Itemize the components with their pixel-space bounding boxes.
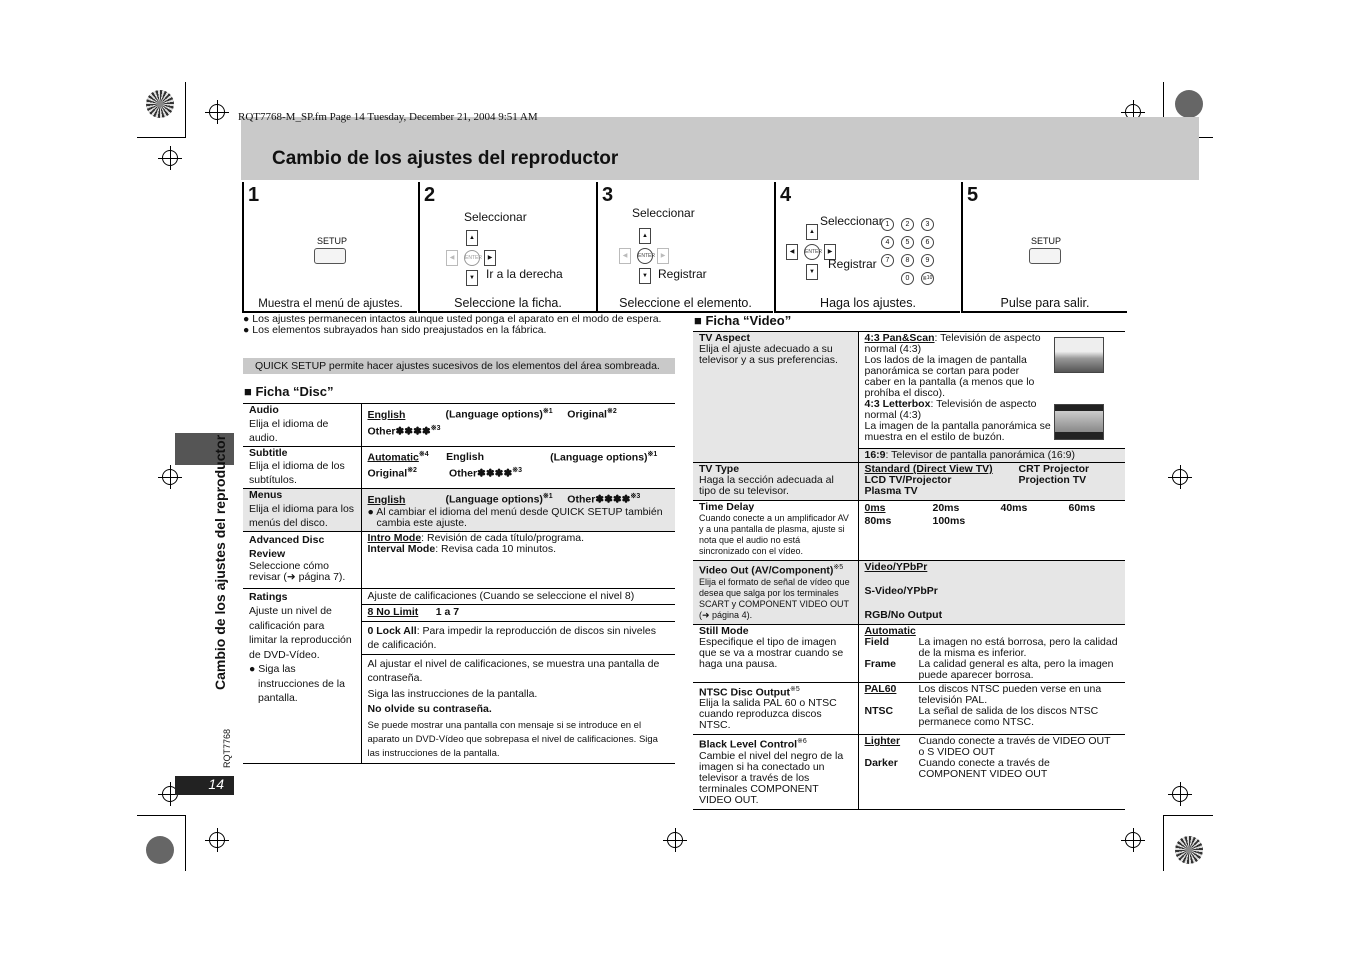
setting-note: ● Siga las instrucciones de la pantalla.: [249, 663, 345, 704]
table-row: [693, 624, 1125, 682]
enter-button-icon: ENTER: [804, 244, 820, 260]
page-number: 14: [175, 776, 234, 795]
arrow-right-icon: ▶: [824, 244, 836, 260]
file-info-line: RQT7768-M_SP.fm Page 14 Tuesday, December 21, 2004 9:51 AM: [238, 111, 538, 123]
number-key-icon: 4: [881, 236, 894, 249]
table-row: [243, 446, 675, 489]
step-5: [961, 182, 1127, 313]
option-desc: : Revisión de cada título/programa.: [421, 531, 585, 544]
rating-line: Se puede mostrar una pantalla con mensaje si se introduce en el aparato un DVD-Vídeo que sobrepasa el nivel de calificaciones. Siga las instrucciones de la pantalla.: [367, 719, 658, 759]
crop-mark: [185, 815, 186, 871]
note-item: ● Los ajustes permanecen intactos aunque usted ponga el aparato en el modo de espera.: [243, 313, 662, 325]
setting-name: TV Aspect: [699, 332, 750, 344]
option: Intro Mode: [367, 531, 422, 544]
setting-name: Video Out (AV/Component)$^{※5}$: [699, 564, 844, 577]
option-desc: : Televisión de aspecto normal (4:3): [864, 398, 1037, 421]
setting-desc: Cuando conecte a un amplificador AV y a una pantalla de plasma, ajuste si nota que el audio no está sincronizado con el vídeo.: [699, 513, 849, 556]
option: Frame: [864, 657, 897, 670]
setting-desc: Ajuste un nivel de calificación para limitar la reproducción de DVD-Vídeo.: [249, 605, 352, 661]
option: English: [367, 408, 406, 421]
setting-desc: Elija el ajuste adecuado a su televisor y a sus preferencias.: [699, 343, 838, 366]
setting-name: Audio: [249, 404, 279, 416]
setting-name: Ratings: [249, 590, 288, 603]
table-row: [243, 404, 675, 447]
registration-mark: [1121, 828, 1145, 852]
setting-name: Black Level Control$^{※6}$: [699, 738, 807, 751]
crop-mark: [1163, 815, 1213, 816]
option: 4:3 Letterbox: [864, 398, 931, 410]
setting-name: TV Type: [699, 463, 740, 475]
color-bar-target: [146, 836, 174, 864]
number-key-icon: 6: [921, 236, 934, 249]
footnote-mark: ※1: [542, 493, 553, 500]
option-desc: Cuando conecte a través de VIDEO OUT o S VIDEO OUT: [918, 735, 1111, 758]
number-key-icon: 2: [901, 218, 914, 231]
setting-note: ● Al cambiar el idioma del menú desde QUICK SETUP también cambia este ajuste.: [367, 505, 663, 529]
table-row: [693, 561, 1125, 625]
number-key-icon: 5: [901, 236, 914, 249]
option: 40ms: [1000, 502, 1028, 514]
setting-name: Menus: [249, 489, 283, 501]
option: Projection TV: [1018, 474, 1087, 486]
number-key-icon: 0: [901, 272, 914, 285]
option: 20ms: [932, 502, 960, 514]
arrow-up-icon: ▲: [806, 224, 818, 240]
option: 4:3 Pan&Scan: [864, 332, 935, 344]
option: (Language options): [445, 493, 543, 506]
step-caption: Seleccione la ficha.: [454, 296, 562, 310]
option: 0 Lock All: [367, 624, 417, 637]
step-number: 4: [780, 184, 792, 206]
pan-scan-illustration: [1054, 337, 1104, 373]
number-key-icon: 1: [881, 218, 894, 231]
option: 16:9: [864, 449, 886, 461]
option: Automatic: [367, 451, 419, 463]
disc-settings-table: [243, 403, 675, 764]
step-1: [242, 182, 417, 313]
registration-mark: [1168, 782, 1192, 806]
select-label: Seleccionar: [820, 214, 883, 228]
footnote-mark: ※3: [430, 424, 441, 432]
right-label: Ir a la derecha: [486, 267, 563, 281]
number-key-icon: 8: [901, 254, 914, 267]
step-2: [418, 182, 596, 313]
video-settings-table: [693, 331, 1125, 810]
option-desc: Cuando conecte a través de COMPONENT VIDEO OUT: [918, 757, 1050, 780]
number-key-icon: 3: [921, 218, 934, 231]
arrow-right-icon: ▶: [484, 250, 496, 266]
setting-desc: Elija el idioma para los menús del disco.: [249, 502, 355, 529]
table-row: [693, 501, 1125, 561]
crop-mark: [137, 815, 185, 816]
register-label: Registrar: [658, 267, 707, 281]
rating-line: Al ajustar el nivel de calificaciones, se muestra una pantalla de contraseña.: [362, 654, 676, 687]
option-desc: : Televisión de aspecto normal (4:3): [864, 332, 1041, 355]
setting-desc: Seleccione cómo revisar (➜ página 7).: [249, 559, 346, 583]
registration-mark: [158, 465, 182, 489]
setup-button-icon: [1029, 248, 1061, 264]
arrow-left-icon: ◀: [619, 248, 631, 264]
table-row: [693, 463, 1125, 501]
step-caption: Seleccione el elemento.: [619, 296, 752, 310]
number-key-icon: ≧10: [921, 272, 934, 285]
option: CRT Projector: [1018, 463, 1090, 475]
step-number: 5: [967, 184, 979, 206]
option: 1 a 7: [435, 606, 460, 618]
letterbox-illustration: [1054, 404, 1104, 440]
option: Other✽✽✽✽: [449, 467, 513, 480]
option-desc: Los discos NTSC pueden verse en una televisión PAL.: [918, 682, 1102, 706]
table-row: [243, 531, 675, 588]
number-key-icon: 7: [881, 254, 894, 267]
option: 100ms: [932, 515, 966, 527]
setting-desc: Especifique el tipo de imagen que se va a mostrar cuando se haga una pausa.: [699, 635, 844, 670]
quick-setup-note: QUICK SETUP permite hacer ajustes sucesivos de los elementos del área sombreada.: [243, 358, 675, 374]
setting-name: Advanced Disc Review: [249, 533, 325, 560]
enter-button-icon: ENTER: [464, 250, 480, 266]
footnote-mark: ※1: [647, 450, 658, 458]
crop-mark: [137, 137, 185, 138]
setup-label: SETUP: [317, 236, 348, 246]
arrow-left-icon: ◀: [786, 244, 798, 260]
arrow-down-icon: ▼: [639, 268, 651, 284]
step-caption: Muestra el menú de ajustes.: [258, 298, 403, 310]
setup-label: SETUP: [1031, 236, 1062, 246]
option: Plasma TV: [864, 485, 918, 497]
notes-list: [243, 314, 673, 336]
setting-name: Subtitle: [249, 446, 288, 459]
setting-desc: Elija el formato de señal de vídeo que desea que salga por los terminales SCART y COMPONENT VIDEO OUT (➜ página 4).: [699, 576, 850, 620]
arrow-up-icon: ▲: [466, 230, 478, 246]
setting-desc: Elija el idioma de audio.: [249, 417, 329, 444]
side-section-title: Cambio de los ajustes del reproductor: [212, 434, 228, 690]
step-4: [774, 182, 960, 313]
arrow-left-icon: ◀: [446, 250, 458, 266]
step-caption: Pulse para salir.: [1000, 296, 1090, 310]
option: Other✽✽✽✽: [367, 425, 431, 437]
select-label: Seleccionar: [632, 206, 695, 220]
footnote-mark: ※2: [606, 408, 617, 415]
arrow-down-icon: ▼: [806, 264, 818, 280]
crop-mark: [1163, 815, 1164, 871]
option: 60ms: [1068, 502, 1096, 514]
footnote-mark: ※1: [542, 408, 553, 415]
setting-desc: Cambie el nivel del negro de la imagen si ha conectado un televisor a través de los terminales COMPONENT VIDEO OUT.: [699, 749, 844, 806]
option: S-Video/YPbPr: [864, 585, 938, 597]
enter-button-icon: ENTER: [637, 248, 653, 264]
option-desc: : Para impedir la reproducción de discos sin niveles de calificación.: [367, 624, 657, 651]
option: Original: [367, 467, 408, 480]
table-row: [693, 682, 1125, 735]
option: Interval Mode: [367, 543, 436, 555]
step-caption: Haga los ajustes.: [820, 296, 916, 310]
rating-line: Ajuste de calificaciones (Cuando se seleccione el nivel 8): [367, 589, 635, 602]
option-desc: La imagen de la pantalla panorámica se muestra en el estilo de buzón.: [864, 420, 1051, 443]
registration-mark: [1168, 465, 1192, 489]
option: Darker: [864, 757, 898, 769]
option-desc: La imagen no está borrosa, pero la calidad de la misma es inferior.: [918, 635, 1118, 659]
option-desc: La calidad general es alta, pero la imagen puede aparecer borrosa.: [918, 657, 1114, 681]
note-item: ● Los elementos subrayados han sido preajustados en la fábrica.: [243, 324, 547, 336]
option-desc: La señal de salida de los discos NTSC permanece como NTSC.: [918, 704, 1099, 728]
color-bar-target: [146, 90, 174, 118]
table-row: [243, 489, 675, 532]
option-desc: : Revisa cada 10 minutos.: [435, 543, 556, 555]
setting-desc: Elija la salida PAL 60 o NTSC cuando reproduzca discos NTSC.: [699, 697, 837, 731]
option: Lighter: [864, 735, 901, 747]
option: (Language options): [445, 408, 543, 421]
option: 80ms: [864, 515, 892, 527]
registration-mark: [158, 146, 182, 170]
setting-name: NTSC Disc Output$^{※5}$: [699, 685, 800, 698]
arrow-right-icon: ▶: [657, 248, 669, 264]
registration-mark: [205, 100, 229, 124]
table-row: [243, 588, 675, 763]
document-code: RQT7768: [222, 728, 232, 768]
step-number: 3: [602, 184, 614, 206]
arrow-up-icon: ▲: [639, 228, 651, 244]
option: 0ms: [864, 502, 886, 514]
footnote-mark: ※3: [630, 493, 641, 500]
option: RGB/No Output: [864, 609, 943, 621]
option: 8 No Limit: [367, 606, 419, 618]
number-key-icon: 9: [921, 254, 934, 267]
setting-name: Time Delay: [699, 501, 755, 513]
step-3: [596, 182, 773, 313]
option: PAL60: [864, 682, 897, 695]
option: English: [446, 451, 485, 463]
setting-desc: Elija el idioma de los subtítulos.: [249, 460, 345, 486]
crop-mark: [185, 82, 186, 138]
registration-mark: [663, 828, 687, 852]
rating-line: No olvide su contraseña.: [367, 703, 492, 715]
registration-mark: [205, 828, 229, 852]
option-desc: Los lados de la imagen de pantalla panorámica se cortan para poder caber en la pantalla (a menos que lo prohíba el disco).: [864, 354, 1035, 399]
option: LCD TV/Projector: [864, 474, 952, 486]
footnote-mark: ※2: [407, 467, 417, 474]
option: Field: [864, 635, 890, 648]
register-label: Registrar: [828, 257, 877, 271]
arrow-down-icon: ▼: [466, 270, 478, 286]
color-bar-target: [1175, 90, 1203, 118]
color-bar-target: [1175, 836, 1203, 864]
option: Video/YPbPr: [864, 561, 928, 573]
table-row: [693, 735, 1125, 810]
option: Original: [567, 408, 607, 421]
option-desc: : Televisor de pantalla panorámica (16:9): [885, 449, 1076, 461]
option: Automatic: [864, 624, 916, 637]
table-row: [693, 332, 1125, 463]
setting-name: Still Mode: [699, 624, 749, 637]
setup-button-icon: [314, 248, 346, 264]
rating-line: Siga las instrucciones de la pantalla.: [367, 687, 538, 700]
step-number: 1: [248, 184, 260, 206]
footnote-mark: ※3: [512, 467, 523, 474]
option: Standard (Direct View TV): [864, 463, 993, 475]
option: Other✽✽✽✽: [567, 493, 631, 506]
option: NTSC: [864, 704, 894, 717]
disc-section-heading: ■ Ficha “Disc”: [244, 384, 334, 399]
option: (Language options): [550, 451, 648, 463]
footnote-mark: ※4: [418, 450, 429, 458]
video-section-heading: ■ Ficha “Video”: [694, 313, 792, 328]
setting-desc: Haga la sección adecuada al tipo de su televisor.: [699, 474, 834, 497]
step-number: 2: [424, 184, 436, 206]
select-label: Seleccionar: [464, 210, 527, 224]
option: English: [367, 493, 406, 506]
page-title: Cambio de los ajustes del reproductor: [272, 148, 619, 169]
